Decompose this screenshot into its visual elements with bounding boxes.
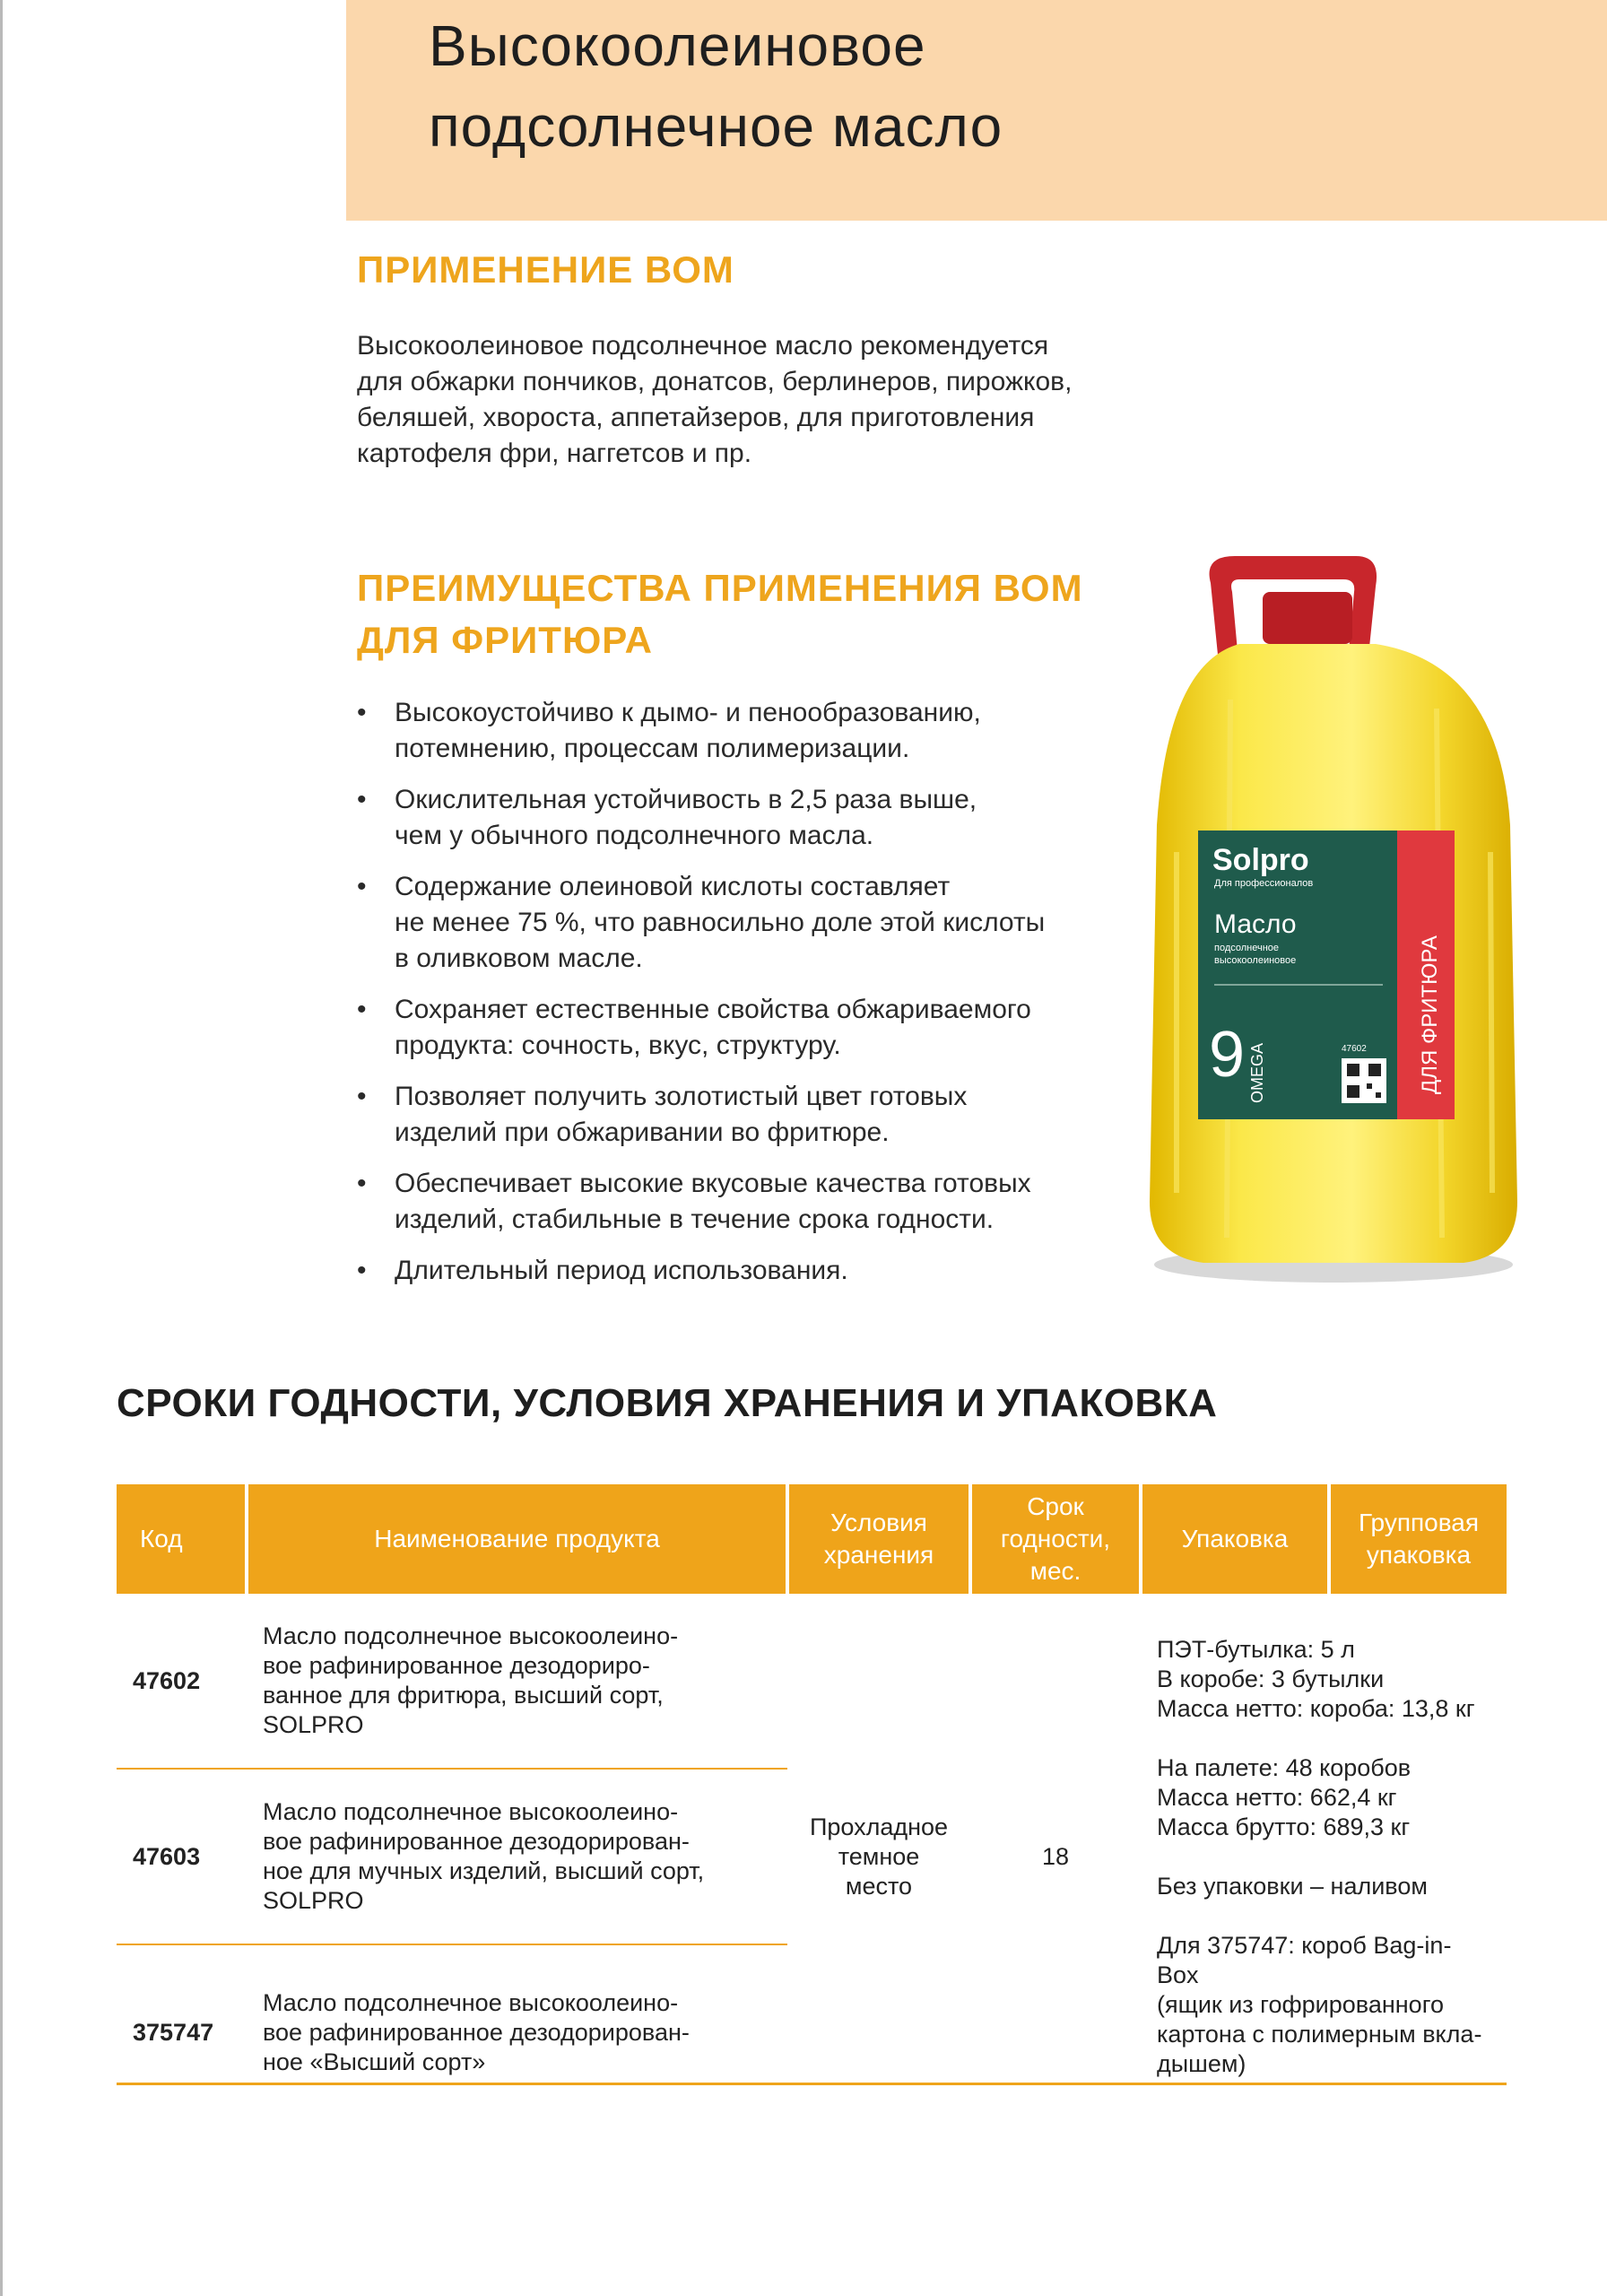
product-name-line: Масло подсолнечное высокоолеино-	[263, 1988, 679, 2016]
pack-spacer	[1157, 1842, 1490, 1872]
usage-line: для обжарки пончиков, донатсов, берлинеров, пирожков,	[357, 367, 1073, 396]
bottle-product-sub-2: высокоолеиновое	[1214, 955, 1297, 966]
benefit-line: Длительный период использования.	[395, 1256, 848, 1285]
header-storage-line: хранения	[823, 1541, 934, 1569]
usage-line: картофеля фри, наггетсов и пр.	[357, 439, 752, 468]
bullet-marker: •	[357, 785, 367, 814]
benefit-line: не менее 75 %, что равносильно доле этой кислоты	[395, 908, 1046, 937]
benefit-line: изделий, стабильные в течение срока годности.	[395, 1205, 995, 1234]
benefit-line: Содержание олеиновой кислоты составляет	[395, 872, 951, 901]
page-left-rule	[0, 0, 3, 2296]
product-name-line: ное для мучных изделий, высший сорт,	[263, 1857, 705, 1884]
bullet-marker: •	[357, 872, 367, 901]
benefit-line: потемнению, процессам полимеризации.	[395, 734, 910, 763]
usage-line: Высокоолеиновое подсолнечное масло рекомендуется	[357, 331, 1049, 361]
product-name-line: SOLPRO	[263, 1887, 364, 1914]
benefit-item	[357, 782, 1164, 854]
table-bottom-rule	[117, 2083, 1507, 2085]
header-group-line: Групповая	[1358, 1509, 1480, 1536]
pack-line: Масса нетто: короба: 13,8 кг	[1157, 1694, 1475, 1722]
benefit-line: изделий при обжаривании во фритюре.	[395, 1118, 890, 1147]
pack-line: ПЭТ-бутылка: 5 л	[1157, 1635, 1355, 1663]
page-title-line-1: Высокоолеиновое	[429, 13, 926, 78]
product-name-line: ванное для фритюра, высший сорт,	[263, 1682, 664, 1709]
header-storage-line: Условия	[830, 1509, 927, 1536]
benefits-heading-line-2: ДЛЯ ФРИТЮРА	[357, 619, 653, 661]
pack-line: дышем)	[1157, 2049, 1247, 2077]
header-term-line: Срок	[1027, 1492, 1084, 1520]
bottle-brand-sub: Для профессионалов	[1214, 878, 1314, 889]
product-code: 47602	[117, 1594, 247, 1769]
bullet-marker: •	[357, 1082, 367, 1111]
benefit-line: Обеспечивает высокие вкусовые качества готовых	[395, 1169, 1031, 1198]
usage-heading: ПРИМЕНЕНИЕ ВОМ	[357, 248, 734, 291]
packaging-info	[1141, 1594, 1507, 2119]
product-code: 47603	[117, 1769, 247, 1944]
pack-line: На палете: 48 коробов	[1157, 1753, 1412, 1781]
header-group-pack	[1329, 1484, 1507, 1594]
benefits-heading-line-1: ПРЕИМУЩЕСТВА ПРИМЕНЕНИЯ ВОМ	[357, 567, 1083, 609]
bottle-product: Масло	[1214, 909, 1297, 939]
benefit-item	[357, 695, 1164, 767]
header-code: Код	[117, 1484, 247, 1594]
qr-block	[1367, 1083, 1372, 1089]
bottle-omega-text: OMEGA	[1248, 1042, 1266, 1103]
bottle-product-sub-1: подсолнечное	[1214, 943, 1280, 953]
product-name-line: вое рафинированное дезодориро-	[263, 1652, 650, 1679]
oil-bottle-image	[1141, 556, 1526, 1292]
usage-line: беляшей, хвороста, аппетайзеров, для приготовления	[357, 403, 1035, 432]
pack-line: Масса нетто: 662,4 кг	[1157, 1783, 1397, 1811]
header-term-line: мес.	[1029, 1557, 1081, 1585]
usage-paragraph	[357, 328, 1218, 472]
benefit-line: Сохраняет естественные свойства обжариваемого	[395, 995, 1031, 1024]
bottle-code: 47602	[1342, 1044, 1367, 1054]
product-name-line: Масло подсолнечное высокоолеино-	[263, 1798, 679, 1825]
table-row	[117, 1594, 1507, 1769]
bottle-cap	[1263, 592, 1352, 644]
storage-line: место	[845, 1872, 913, 1900]
header-term-line: годности,	[1000, 1525, 1111, 1552]
product-name-line: Масло подсолнечное высокоолеино-	[263, 1622, 679, 1649]
qr-block	[1376, 1092, 1381, 1098]
storage-line: темное	[838, 1842, 920, 1870]
pack-line: картона с полимерным вкла-	[1157, 2020, 1482, 2048]
benefit-line: в оливковом масле.	[395, 944, 643, 973]
product-code: 375747	[133, 2018, 214, 2046]
benefit-item	[357, 869, 1164, 977]
benefit-line: чем у обычного подсолнечного масла.	[395, 821, 874, 850]
pack-line: В коробе: 3 бутылки	[1157, 1665, 1385, 1692]
storage-line: Прохладное	[809, 1813, 949, 1840]
bottle-side-text: ДЛЯ ФРИТЮРА	[1418, 935, 1442, 1094]
header-name: Наименование продукта	[247, 1484, 787, 1594]
benefit-line: Позволяет получить золотистый цвет готовых	[395, 1082, 968, 1111]
pack-line: Для 375747: короб Bag-in-Box	[1157, 1931, 1452, 1988]
bottle-brand: Solpro	[1212, 843, 1309, 877]
storage-section-heading: СРОКИ ГОДНОСТИ, УСЛОВИЯ ХРАНЕНИЯ И УПАКОВКА	[117, 1381, 1218, 1425]
pack-line: Без упаковки – наливом	[1157, 1872, 1428, 1900]
bottle-omega-number: 9	[1209, 1019, 1246, 1091]
pack-line: (ящик из гофрированного	[1157, 1990, 1444, 2018]
table-header-row	[117, 1484, 1507, 1594]
benefit-line: Окислительная устойчивость в 2,5 раза выше,	[395, 785, 977, 814]
bullet-marker: •	[357, 698, 367, 727]
benefit-item	[357, 1079, 1164, 1151]
product-name	[247, 1594, 787, 1769]
product-name-line: вое рафинированное дезодорирован-	[263, 2018, 690, 2046]
storage-conditions	[787, 1594, 970, 2119]
benefit-line: Высокоустойчиво к дымо- и пенообразованию,	[395, 698, 981, 727]
pack-spacer	[1157, 1724, 1490, 1753]
header-term	[970, 1484, 1141, 1594]
page-title-line-2: подсолнечное масло	[429, 94, 1003, 159]
header-group-line: упаковка	[1366, 1541, 1472, 1569]
qr-block	[1347, 1085, 1359, 1098]
benefit-line: продукта: сочность, вкус, структуру.	[395, 1031, 841, 1060]
product-table	[117, 1484, 1507, 2119]
qr-block	[1368, 1064, 1381, 1076]
benefits-list	[357, 695, 1164, 1304]
bullet-marker: •	[357, 995, 367, 1024]
benefit-item	[357, 1253, 1164, 1289]
pack-line: Масса брутто: 689,3 кг	[1157, 1813, 1411, 1840]
benefits-heading	[357, 562, 1083, 666]
pack-spacer	[1157, 1901, 1490, 1931]
header-pack: Упаковка	[1141, 1484, 1329, 1594]
product-name	[247, 1769, 787, 1944]
bullet-marker: •	[357, 1169, 367, 1198]
shelf-life: 18	[1041, 1842, 1070, 1870]
bullet-marker: •	[357, 1256, 367, 1285]
benefit-item	[357, 992, 1164, 1064]
product-name-line: вое рафинированное дезодорирован-	[263, 1828, 690, 1855]
qr-block	[1347, 1064, 1359, 1076]
product-name-line: SOLPRO	[263, 1711, 364, 1738]
product-name	[247, 1944, 787, 2119]
product-name-line: ное «Высший сорт»	[263, 2048, 486, 2075]
header-storage	[787, 1484, 970, 1594]
benefit-item	[357, 1166, 1164, 1238]
page-title	[429, 5, 1505, 167]
